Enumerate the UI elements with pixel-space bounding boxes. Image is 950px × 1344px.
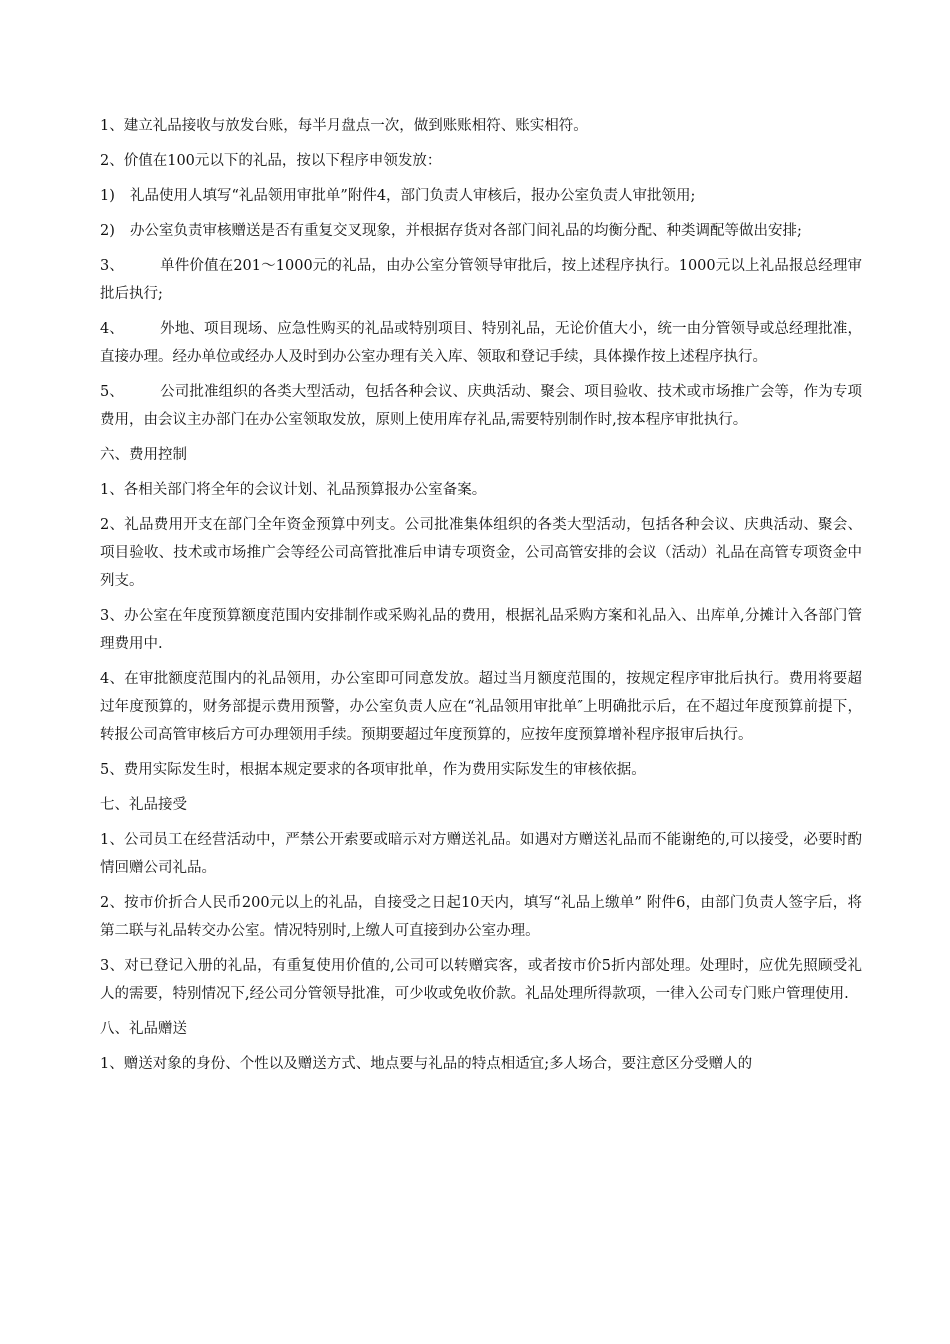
paragraph-text: 1、赠送对象的身份、个性以及赠送方式、地点要与礼品的特点相适宜;多人场合，要注意区分受赠人的 — [100, 1056, 753, 1072]
paragraph-number: 3、 — [100, 258, 124, 274]
paragraph-text: 2、礼品费用开支在部门全年资金预算中列支。公司批准集体组织的各类大型活动，包括各种会议、庆典活动、聚会、项目验收、技术或市场推广会等经公司高管批准后申请专项资金，公司高管安排的会议（活动）礼品在高管专项资金中列支。 — [100, 517, 862, 589]
paragraph-accept-1 — [100, 826, 862, 882]
paragraph-text: 公司批准组织的各类大型活动，包括各种会议、庆典活动、聚会、项目验收、技术或市场推广会等，作为专项费用，由会议主办部门在办公室领取发放，原则上使用库存礼品,需要特别制作时,按本程序审批执行。 — [100, 384, 862, 428]
paragraph-text: 单件价值在201～1000元的礼品，由办公室分管领导审批后，按上述程序执行。1000元以上礼品报总经理审批后执行; — [100, 258, 862, 302]
paragraph-cost-4 — [100, 665, 862, 749]
document-page — [100, 112, 862, 1085]
paragraph-number: 2) — [100, 223, 115, 239]
section-heading-gift-acceptance — [100, 791, 862, 819]
paragraph-text: 1、建立礼品接收与放发台账，每半月盘点一次，做到账账相符、账实相符。 — [100, 118, 588, 134]
paragraph-number: 4、 — [100, 321, 124, 337]
paragraph-text: 2、按市价折合人民币200元以上的礼品，自接受之日起10天内，填写“礼品上缴单” 附件6，由部门负责人签字后，将第二联与礼品转交办公室。情况特别时,上缴人可直接到办公室办理。 — [100, 895, 862, 939]
section-heading-gift-giving — [100, 1015, 862, 1043]
paragraph-step-2 — [100, 217, 862, 245]
paragraph-text: 5、费用实际发生时，根据本规定要求的各项审批单，作为费用实际发生的审核依据。 — [100, 762, 646, 778]
section-heading-cost-control — [100, 441, 862, 469]
paragraph-cost-5 — [100, 756, 862, 784]
paragraph-number: 1) — [100, 188, 115, 204]
heading-text: 六、费用控制 — [100, 447, 187, 463]
paragraph-step-1 — [100, 182, 862, 210]
paragraph-item-4 — [100, 315, 862, 371]
paragraph-ledger — [100, 112, 862, 140]
paragraph-text: 3、办公室在年度预算额度范围内安排制作或采购礼品的费用，根据礼品采购方案和礼品入、出库单,分摊计入各部门管理费用中. — [100, 608, 862, 652]
paragraph-text: 4、在审批额度范围内的礼品领用，办公室即可同意发放。超过当月额度范围的，按规定程序审批后执行。费用将要超过年度预算的，财务部提示费用预警，办公室负责人应在“礼品领用审批单″上明确批示后，在不超过年度预算前提下，转报公司高管审核后方可办理领用手续。预期要超过年度预算的，应按年度预算增补程序报审后执行。 — [100, 671, 862, 743]
paragraph-cost-1 — [100, 476, 862, 504]
paragraph-text: 外地、项目现场、应急性购买的礼品或特别项目、特别礼品，无论价值大小，统一由分管领导或总经理批准，直接办理。经办单位或经办人及时到办公室办理有关入库、领取和登记手续，具体操作按上述程序执行。 — [100, 321, 862, 365]
paragraph-text: 办公室负责审核赠送是否有重复交叉现象，并根据存货对各部门间礼品的均衡分配、种类调配等做出安排; — [130, 223, 802, 239]
paragraph-accept-3 — [100, 952, 862, 1008]
paragraph-cost-2 — [100, 511, 862, 595]
paragraph-number: 5、 — [100, 384, 124, 400]
paragraph-cost-3 — [100, 602, 862, 658]
paragraph-text: 1、各相关部门将全年的会议计划、礼品预算报办公室备案。 — [100, 482, 487, 498]
paragraph-give-1 — [100, 1050, 862, 1078]
heading-text: 七、礼品接受 — [100, 797, 187, 813]
paragraph-item-3 — [100, 252, 862, 308]
paragraph-under-100 — [100, 147, 862, 175]
heading-text: 八、礼品赠送 — [100, 1021, 187, 1037]
paragraph-item-5 — [100, 378, 862, 434]
paragraph-text: 礼品使用人填写“礼品领用审批单”附件4，部门负责人审核后，报办公室负责人审批领用; — [130, 188, 696, 204]
paragraph-accept-2 — [100, 889, 862, 945]
paragraph-text: 2、价值在100元以下的礼品，按以下程序申领发放： — [100, 153, 442, 169]
paragraph-text: 1、公司员工在经营活动中，严禁公开索要或暗示对方赠送礼品。如遇对方赠送礼品而不能谢绝的,可以接受，必要时酌情回赠公司礼品。 — [100, 832, 862, 876]
paragraph-text: 3、对已登记入册的礼品，有重复使用价值的,公司可以转赠宾客，或者按市价5折内部处理。处理时，应优先照顾受礼人的需要，特别情况下,经公司分管领导批准，可少收或免收价款。礼品处理所得款项，一律入公司专门账户管理使用. — [100, 958, 862, 1002]
